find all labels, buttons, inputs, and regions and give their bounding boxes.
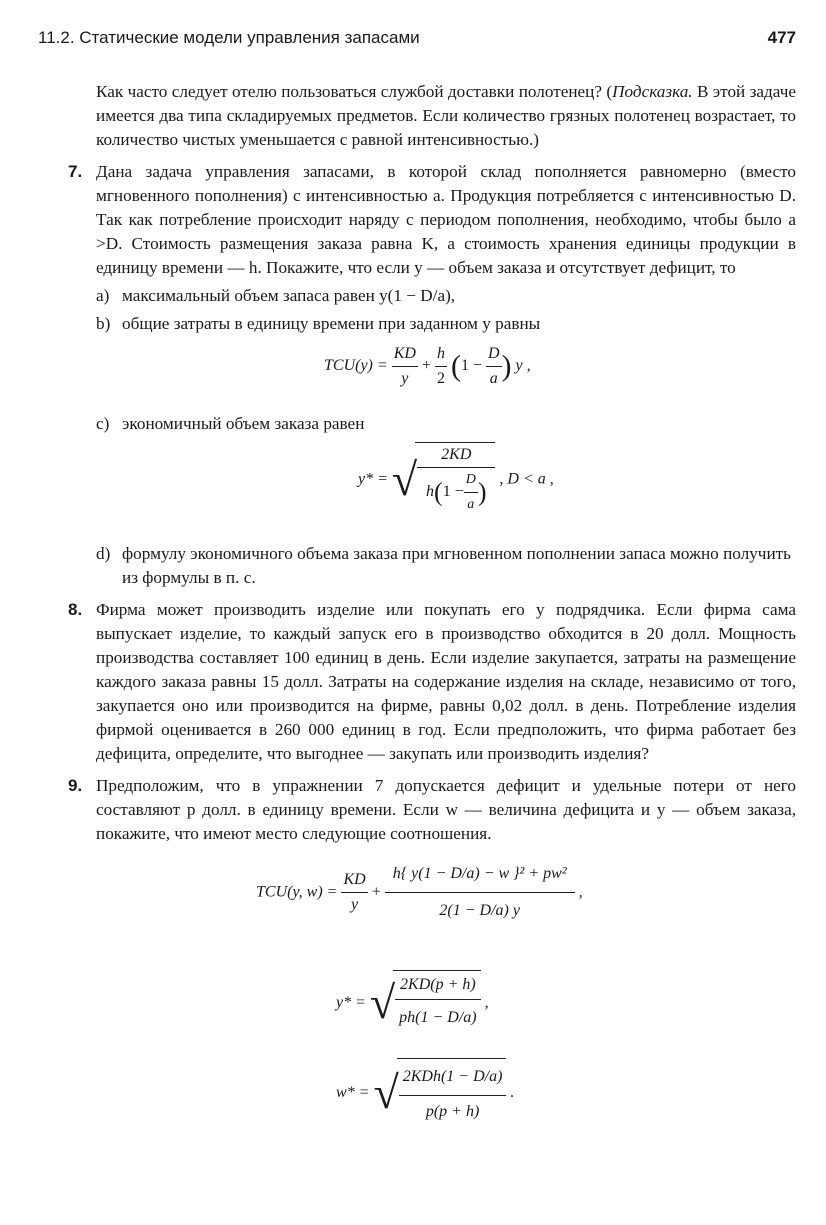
denominator bbox=[417, 468, 495, 517]
formula-tcu-yw bbox=[256, 856, 796, 964]
numerator: 2KDh(1 − D/a) bbox=[399, 1059, 507, 1096]
formula-tail: . bbox=[510, 1084, 515, 1101]
running-header bbox=[38, 28, 796, 52]
formula-tail: , D < a , bbox=[499, 470, 554, 488]
exercise-8 bbox=[68, 598, 796, 766]
intro-paragraph bbox=[96, 80, 796, 152]
formula-ystar-shortage bbox=[336, 970, 796, 1054]
item-text: формулу экономичного объема заказа при мгновенном пополнении запаса можно получить из формулы в п. c. bbox=[122, 544, 791, 587]
sqrt-sign: √ bbox=[391, 453, 418, 505]
hint-label: Подсказка. bbox=[612, 82, 693, 101]
item-d bbox=[96, 542, 796, 590]
formula-tcu-y bbox=[324, 342, 796, 408]
exercise-number: 9. bbox=[68, 776, 83, 795]
item-label: b) bbox=[96, 314, 111, 333]
one-minus: 1 − bbox=[442, 483, 464, 501]
page-number: 477 bbox=[767, 28, 796, 47]
denominator: y bbox=[401, 370, 409, 387]
formula-tail: y , bbox=[515, 357, 531, 375]
page-body bbox=[68, 80, 796, 1142]
den-h: h bbox=[426, 483, 435, 501]
sqrt-sign: √ bbox=[369, 977, 396, 1028]
fraction bbox=[435, 342, 447, 391]
formula-tail: , bbox=[578, 883, 583, 901]
numerator: KD bbox=[341, 868, 367, 893]
fraction bbox=[341, 868, 367, 917]
formula-lhs: TCU(y) = bbox=[324, 357, 388, 375]
exercise-text: Предположим, что в упражнении 7 допускается дефицит и удельные потери от него составляют p долл. в единицу времени. Если w — величина дефицита и y — объем заказа, покажите, что имеют место следующие соотношения. bbox=[96, 776, 796, 843]
item-b bbox=[96, 312, 796, 336]
numerator: h{ y(1 − D/a) − w }² + pw² bbox=[385, 856, 575, 893]
numerator: D bbox=[464, 468, 478, 493]
fraction bbox=[486, 342, 502, 391]
numerator: h bbox=[435, 342, 447, 367]
fraction bbox=[464, 468, 478, 517]
item-text: экономичный объем заказа равен bbox=[122, 414, 365, 433]
numerator: 2KD bbox=[417, 443, 495, 468]
item-c bbox=[96, 412, 796, 436]
exercise-number: 7. bbox=[68, 162, 83, 181]
exercise-9 bbox=[68, 774, 796, 846]
formula-lhs: w* = bbox=[336, 1084, 370, 1101]
plus-sign: + bbox=[371, 883, 381, 901]
exercise-text: Дана задача управления запасами, в которой склад пополняется равномерно (вместо мгновенного пополнения) с интенсивностью a. Продукция потребляется с интенсивностью D. Так как потребление происходит наряду с периодом пополнения, необходимо, чтобы было a >D. Стоимость размещения заказа равна K, а стоимость хранения единицы продукции в единицу времени — h. Покажите, что если y — объем заказа и отсутствует дефицит, то bbox=[96, 162, 796, 277]
paren-close: ) bbox=[501, 349, 512, 383]
formula-wstar bbox=[336, 1058, 796, 1142]
formula-lhs: y* = bbox=[336, 994, 366, 1011]
paren-close: ) bbox=[477, 477, 487, 507]
numerator: 2KD(p + h) bbox=[395, 971, 480, 1000]
item-label: d) bbox=[96, 544, 111, 563]
radicand bbox=[393, 970, 480, 1036]
radicand bbox=[415, 442, 495, 517]
denominator: a bbox=[467, 497, 475, 512]
paren-open: ( bbox=[434, 477, 443, 507]
formula-lhs: y* = bbox=[358, 470, 388, 488]
fraction bbox=[392, 342, 418, 391]
denominator: 2 bbox=[436, 370, 445, 387]
exercise-number: 8. bbox=[68, 600, 83, 619]
intro-text-2: В этой задаче имеется два типа складируемых предметов. Если количество грязных полотенец возрастает, то количество чистых уменьшается с равной интенсивностью.) bbox=[96, 82, 796, 149]
sqrt-sign: √ bbox=[373, 1067, 399, 1118]
fraction bbox=[399, 1059, 507, 1128]
intro-text-1: Как часто следует отелю пользоваться службой доставки полотенец? ( bbox=[96, 82, 613, 101]
section-title: 11.2. Статические модели управления запасами bbox=[38, 28, 420, 47]
plus-sign: + bbox=[421, 357, 431, 375]
formula-tail: , bbox=[484, 994, 489, 1011]
denominator: p(p + h) bbox=[425, 1103, 480, 1120]
item-a bbox=[96, 284, 796, 308]
fraction bbox=[395, 971, 480, 1036]
denominator: ph(1 − D/a) bbox=[399, 1009, 477, 1026]
item-text: максимальный объем запаса равен y(1 − D/a), bbox=[122, 286, 456, 305]
fraction bbox=[417, 443, 495, 517]
item-text: общие затраты в единицу времени при заданном y равны bbox=[122, 314, 541, 333]
exercise-text: Фирма может производить изделие или покупать его у подрядчика. Если фирма сама выпускает изделие, то каждый запуск его в производство обходится в 20 долл. Мощность производства составляет 100 единиц в день. Если изделие закупается, затраты на размещение каждого заказа равны 15 долл. Затраты на содержание изделия на складе, независимо от того, закупается оно или производится на фирме, равны 0,02 долл. в день. Потребление изделия фирмой оценивается в 260 000 единиц в год. Если предположить, что фирма работает без дефицита, определите, что выгоднее — закупать или производить изделия? bbox=[96, 600, 796, 763]
formula-ystar bbox=[358, 442, 796, 538]
item-label: c) bbox=[96, 414, 110, 433]
paren-open: ( bbox=[450, 349, 461, 383]
denominator: a bbox=[489, 370, 498, 387]
exercise-7 bbox=[68, 160, 796, 590]
one-minus: 1 − bbox=[460, 357, 482, 375]
denominator: 2(1 − D/a) y bbox=[439, 902, 520, 919]
item-label: a) bbox=[96, 286, 110, 305]
fraction bbox=[385, 856, 575, 929]
numerator: D bbox=[486, 342, 502, 367]
denominator: y bbox=[351, 896, 359, 913]
radicand bbox=[397, 1058, 507, 1128]
formula-lhs: TCU(y, w) = bbox=[256, 883, 338, 901]
numerator: KD bbox=[392, 342, 418, 367]
